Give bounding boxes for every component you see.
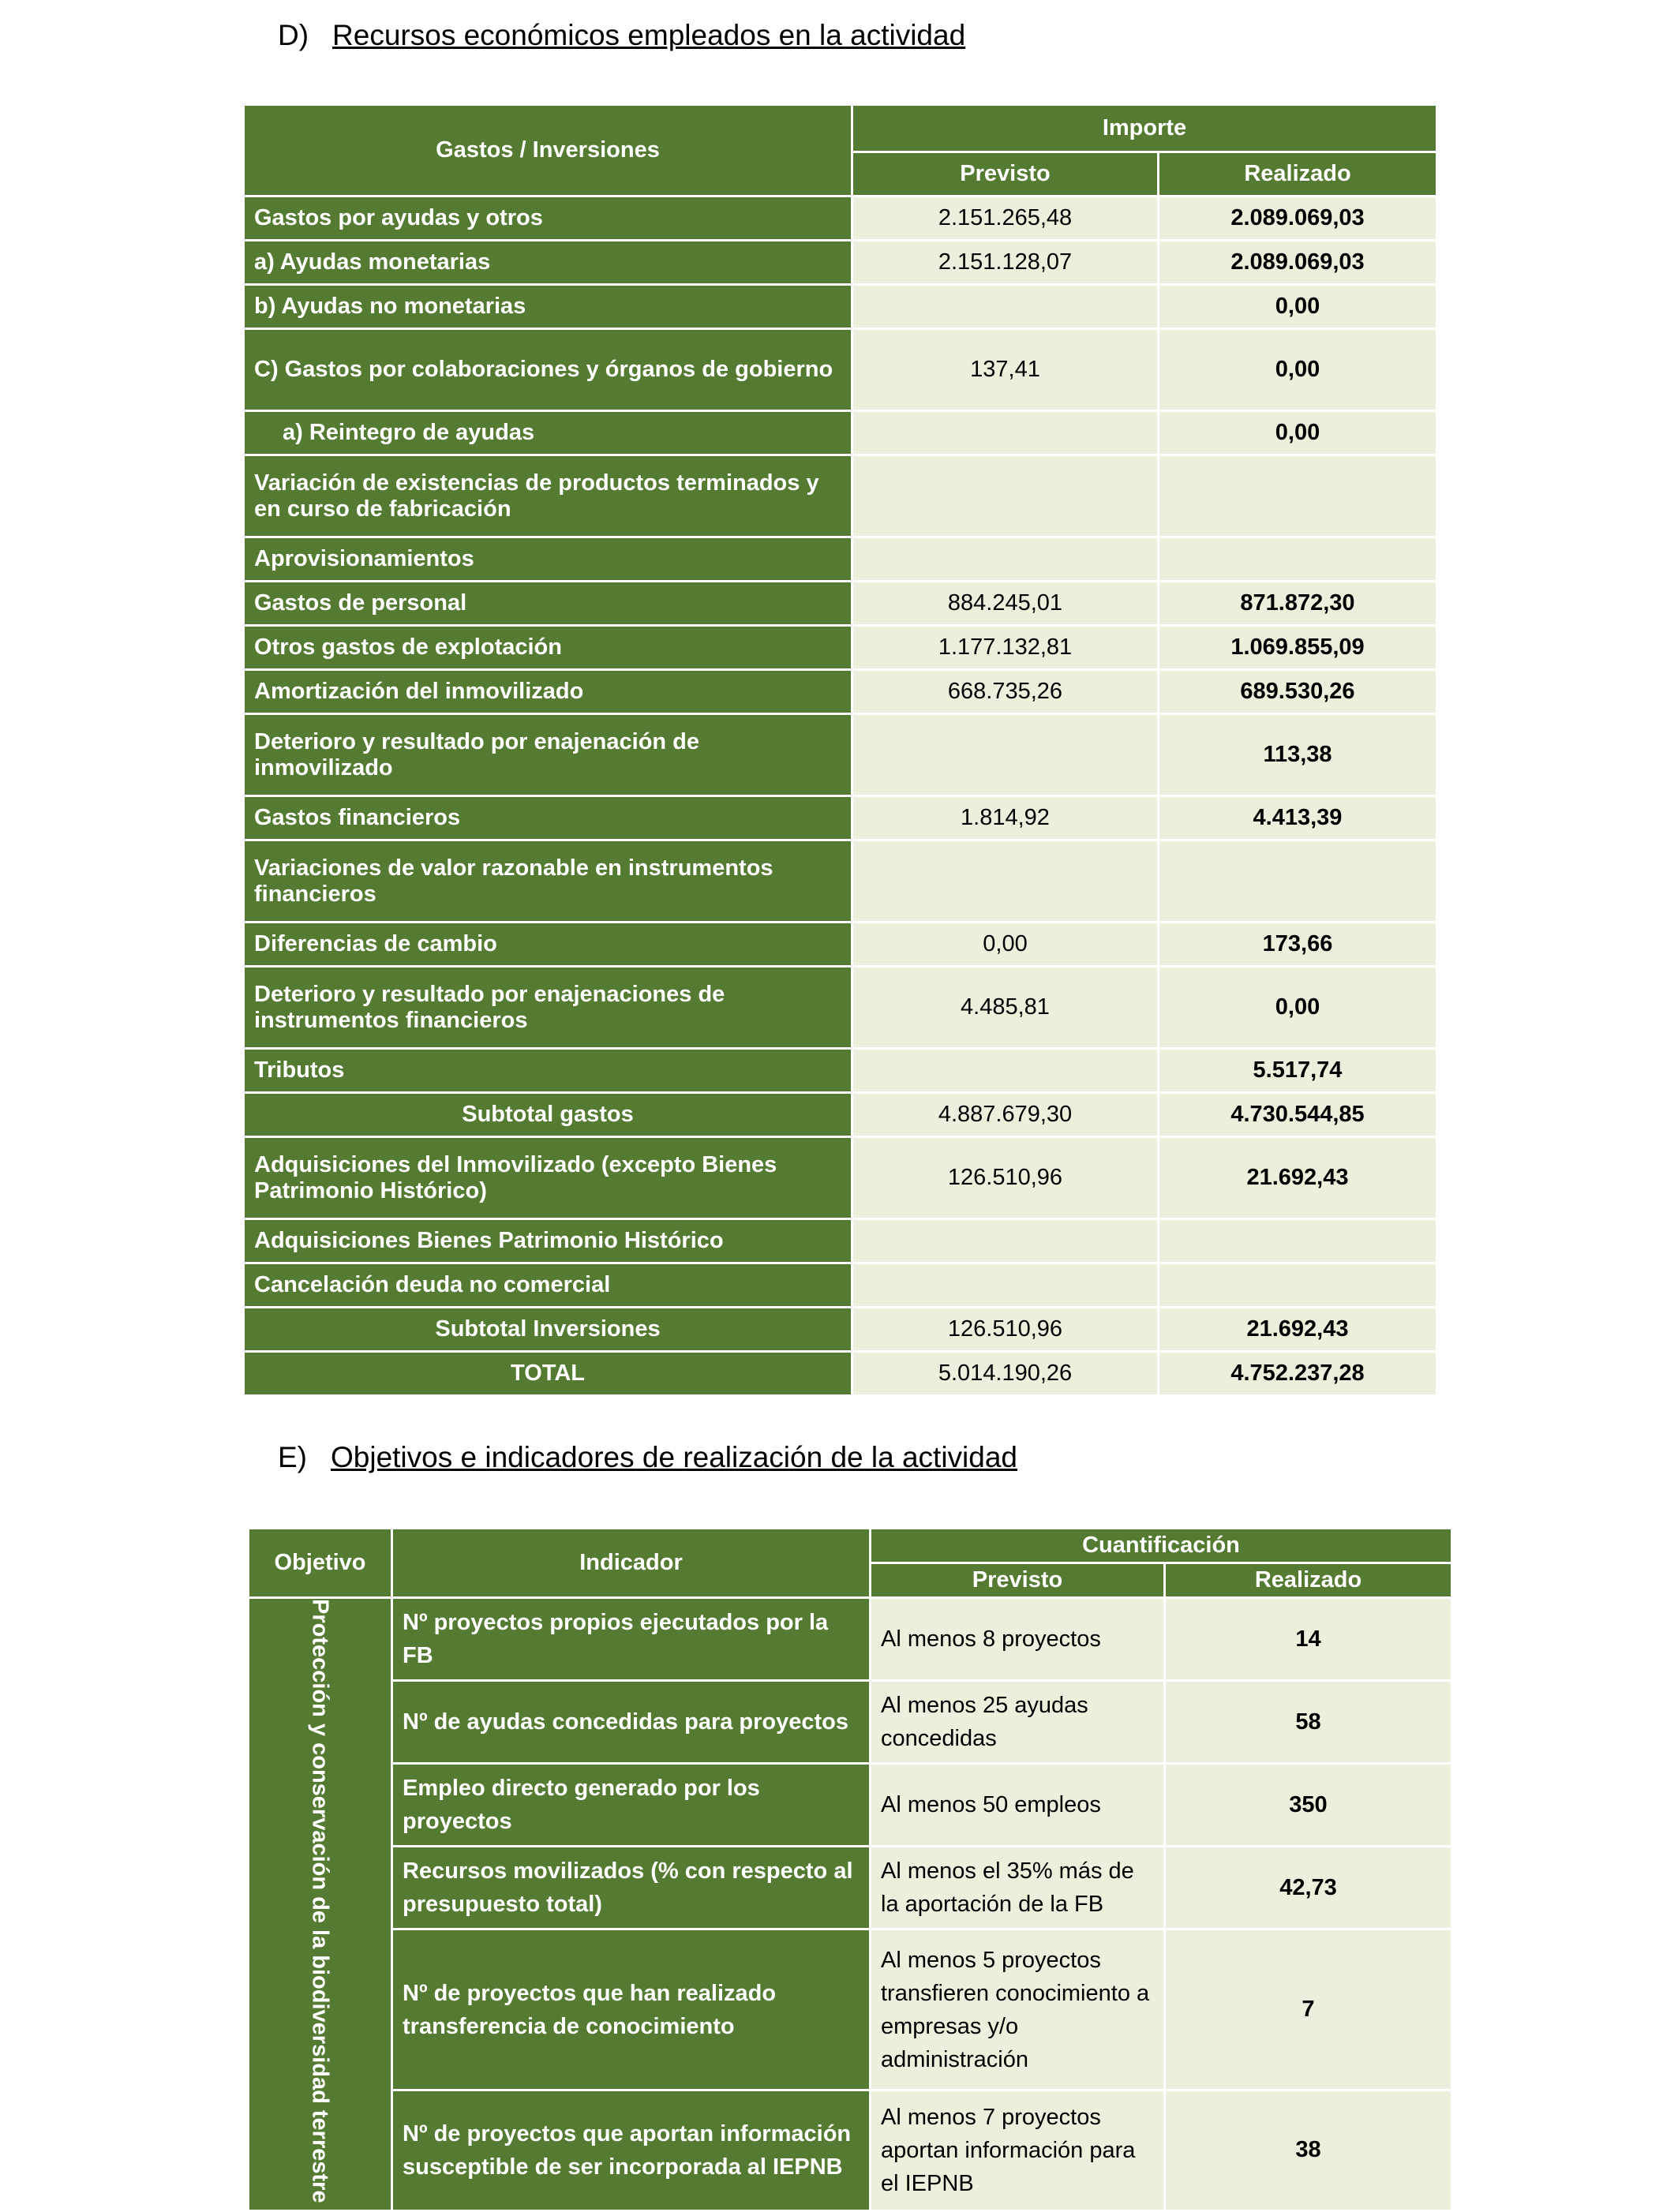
realizado-value: [1159, 1219, 1437, 1263]
section-e-heading: [278, 1441, 1017, 1474]
table-row: [244, 1049, 1437, 1093]
header-previsto: Previsto: [852, 152, 1159, 196]
indicador-label: Nº proyectos propios ejecutados por la FB: [392, 1598, 871, 1681]
realizado-value: 0,00: [1159, 285, 1437, 329]
indicador-label: Empleo directo generado por los proyectos: [392, 1764, 871, 1847]
table-row: [244, 329, 1437, 411]
realizado-value: [1159, 840, 1437, 923]
header-cuantificacion: Cuantificación: [871, 1529, 1452, 1563]
table-row: [244, 537, 1437, 582]
previsto-value: [852, 455, 1159, 537]
realizado-value: 38: [1165, 2090, 1452, 2210]
realizado-value: 689.530,26: [1159, 670, 1437, 714]
section-d-letter: D): [278, 19, 309, 51]
realizado-value: 42,73: [1165, 1847, 1452, 1929]
row-label: Deterioro y resultado por enajenación de inmovilizado: [244, 714, 852, 796]
previsto-value: [852, 840, 1159, 923]
table-row: [244, 840, 1437, 923]
table-row: [244, 796, 1437, 840]
row-label: Adquisiciones Bienes Patrimonio Histórico: [244, 1219, 852, 1263]
previsto-value: 1.814,92: [852, 796, 1159, 840]
table-row: [244, 411, 1437, 455]
indicador-label: Nº de proyectos que han realizado transferencia de conocimiento: [392, 1929, 871, 2090]
row-label: Otros gastos de explotación: [244, 626, 852, 670]
section-e-title: Objetivos e indicadores de realización de la actividad: [331, 1441, 1018, 1473]
realizado-value: 1.069.855,09: [1159, 626, 1437, 670]
table-row: [244, 1308, 1437, 1352]
table-row: [244, 241, 1437, 285]
previsto-value: [852, 1049, 1159, 1093]
realizado-value: 2.089.069,03: [1159, 196, 1437, 241]
realizado-value: [1159, 455, 1437, 537]
table-row: [244, 967, 1437, 1049]
realizado-value: 173,66: [1159, 923, 1437, 967]
row-label: Amortización del inmovilizado: [244, 670, 852, 714]
realizado-value: 0,00: [1159, 329, 1437, 411]
table-row: [249, 1764, 1452, 1847]
header-objetivo: Objetivo: [249, 1529, 392, 1598]
header-e-realizado: Realizado: [1165, 1563, 1452, 1598]
row-label: Subtotal Inversiones: [244, 1308, 852, 1352]
row-label: C) Gastos por colaboraciones y órganos de gobierno: [244, 329, 852, 411]
row-label: Adquisiciones del Inmovilizado (excepto Bienes Patrimonio Histórico): [244, 1137, 852, 1219]
realizado-value: 7: [1165, 1929, 1452, 2090]
previsto-value: [852, 1263, 1159, 1308]
section-d-heading: [278, 19, 965, 52]
table-row: [244, 1137, 1437, 1219]
table-row: [244, 626, 1437, 670]
previsto-value: [852, 411, 1159, 455]
row-label: b) Ayudas no monetarias: [244, 285, 852, 329]
realizado-value: 113,38: [1159, 714, 1437, 796]
previsto-value: [852, 714, 1159, 796]
realizado-value: 21.692,43: [1159, 1137, 1437, 1219]
header-realizado: Realizado: [1159, 152, 1437, 196]
header-e-previsto: Previsto: [871, 1563, 1165, 1598]
table-row: [244, 285, 1437, 329]
previsto-value: Al menos el 35% más de la aportación de la FB: [871, 1847, 1165, 1929]
realizado-value: [1159, 1263, 1437, 1308]
table-row: [249, 1681, 1452, 1764]
previsto-value: Al menos 7 proyectos aportan información para el IEPNB: [871, 2090, 1165, 2210]
realizado-value: 4.413,39: [1159, 796, 1437, 840]
previsto-value: 4.887.679,30: [852, 1093, 1159, 1137]
previsto-value: 137,41: [852, 329, 1159, 411]
section-e-letter: E): [278, 1441, 307, 1473]
table-row: [244, 1263, 1437, 1308]
previsto-value: 126.510,96: [852, 1308, 1159, 1352]
table-row: [244, 582, 1437, 626]
previsto-value: 884.245,01: [852, 582, 1159, 626]
previsto-value: 0,00: [852, 923, 1159, 967]
previsto-value: 126.510,96: [852, 1137, 1159, 1219]
row-label: TOTAL: [244, 1352, 852, 1396]
realizado-value: 4.730.544,85: [1159, 1093, 1437, 1137]
table-row: [249, 1847, 1452, 1929]
row-label: Variación de existencias de productos terminados y en curso de fabricación: [244, 455, 852, 537]
previsto-value: 668.735,26: [852, 670, 1159, 714]
table-row: [244, 1093, 1437, 1137]
previsto-value: 1.177.132,81: [852, 626, 1159, 670]
realizado-value: 2.089.069,03: [1159, 241, 1437, 285]
section-d-title: Recursos económicos empleados en la actividad: [332, 19, 966, 51]
objetivo-label: Protección y conservación de la biodiversidad terrestre: [307, 1599, 333, 2203]
row-label: a) Reintegro de ayudas: [244, 411, 852, 455]
realizado-value: 5.517,74: [1159, 1049, 1437, 1093]
indicador-label: Nº de ayudas concedidas para proyectos: [392, 1681, 871, 1764]
row-label: Aprovisionamientos: [244, 537, 852, 582]
table-row: [249, 1598, 1452, 1681]
previsto-value: 2.151.265,48: [852, 196, 1159, 241]
realizado-value: 350: [1165, 1764, 1452, 1847]
realizado-value: 4.752.237,28: [1159, 1352, 1437, 1396]
table-row: [244, 1219, 1437, 1263]
table-row: [244, 1352, 1437, 1396]
header-importe: Importe: [852, 105, 1437, 152]
realizado-value: [1159, 537, 1437, 582]
table-row: [249, 2090, 1452, 2210]
previsto-value: 4.485,81: [852, 967, 1159, 1049]
realizado-value: 58: [1165, 1681, 1452, 1764]
table-row: [244, 670, 1437, 714]
row-label: Tributos: [244, 1049, 852, 1093]
row-label: Diferencias de cambio: [244, 923, 852, 967]
table-row: [244, 455, 1437, 537]
header-indicador: Indicador: [392, 1529, 871, 1598]
header-gastos-inversiones: Gastos / Inversiones: [244, 105, 852, 196]
economic-resources-table: [242, 103, 1438, 1397]
table-row: [244, 196, 1437, 241]
table-row: [249, 1929, 1452, 2090]
row-label: a) Ayudas monetarias: [244, 241, 852, 285]
row-label: Cancelación deuda no comercial: [244, 1263, 852, 1308]
realizado-value: 871.872,30: [1159, 582, 1437, 626]
previsto-value: Al menos 50 empleos: [871, 1764, 1165, 1847]
objectives-indicators-table: [247, 1527, 1453, 2212]
realizado-value: 0,00: [1159, 967, 1437, 1049]
realizado-value: 14: [1165, 1598, 1452, 1681]
previsto-value: Al menos 8 proyectos: [871, 1598, 1165, 1681]
row-label: Gastos por ayudas y otros: [244, 196, 852, 241]
realizado-value: 21.692,43: [1159, 1308, 1437, 1352]
previsto-value: [852, 285, 1159, 329]
previsto-value: 5.014.190,26: [852, 1352, 1159, 1396]
previsto-value: 2.151.128,07: [852, 241, 1159, 285]
indicador-label: Recursos movilizados (% con respecto al presupuesto total): [392, 1847, 871, 1929]
row-label: Variaciones de valor razonable en instrumentos financieros: [244, 840, 852, 923]
table-row: [244, 714, 1437, 796]
previsto-value: [852, 1219, 1159, 1263]
row-label: Gastos de personal: [244, 582, 852, 626]
realizado-value: 0,00: [1159, 411, 1437, 455]
indicador-label: Nº de proyectos que aportan información susceptible de ser incorporada al IEPNB: [392, 2090, 871, 2210]
row-label: Gastos financieros: [244, 796, 852, 840]
previsto-value: [852, 537, 1159, 582]
row-label: Subtotal gastos: [244, 1093, 852, 1137]
previsto-value: Al menos 5 proyectos transfieren conocimiento a empresas y/o administración: [871, 1929, 1165, 2090]
table-row: [244, 923, 1437, 967]
objetivo-cell: [249, 1598, 392, 2211]
previsto-value: Al menos 25 ayudas concedidas: [871, 1681, 1165, 1764]
row-label: Deterioro y resultado por enajenaciones de instrumentos financieros: [244, 967, 852, 1049]
